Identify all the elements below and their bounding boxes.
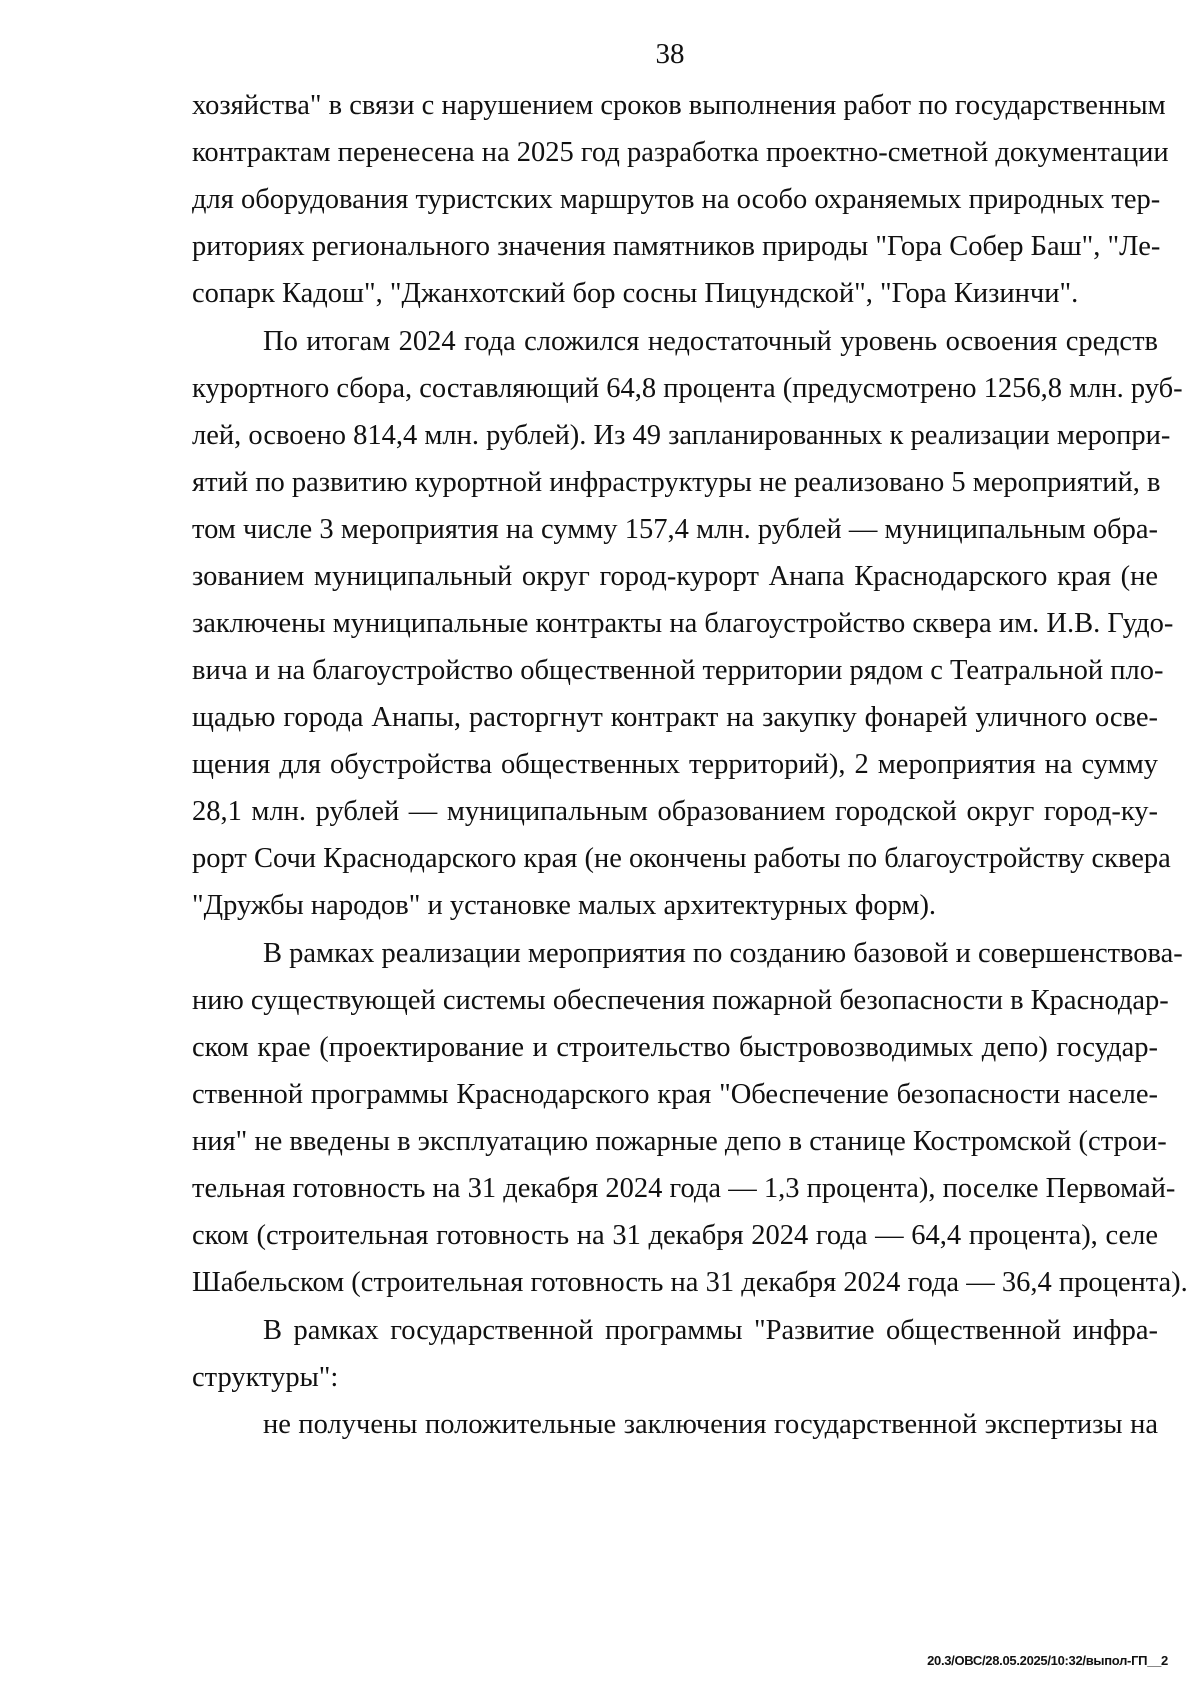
paragraph-first-line: По итогам 2024 года сложился недостаточный уровень освоения средств	[263, 326, 1158, 357]
text-line: риториях регионального значения памятников природы "Гора Собер Баш", "Ле-	[192, 231, 1161, 262]
text-line: ственной программы Краснодарского края "Обеспечение безопасности населе-	[192, 1079, 1158, 1110]
text-line: сопарк Кадош", "Джанхотский бор сосны Пицундской", "Гора Кизинчи".	[192, 278, 1079, 309]
text-line: ния" не введены в эксплуатацию пожарные депо в станице Костромской (строи-	[192, 1126, 1167, 1157]
text-line: ском (строительная готовность на 31 декабря 2024 года — 64,4 процента), селе	[192, 1220, 1158, 1251]
text-line: вича и на благоустройство общественной территории рядом с Театральной пло-	[192, 655, 1164, 686]
paragraph-first-line: В рамках государственной программы "Развитие общественной инфра-	[263, 1315, 1158, 1346]
text-line: зованием муниципальный округ город-курорт Анапа Краснодарского края (не	[192, 561, 1158, 592]
paragraph-first-line: не получены положительные заключения государственной экспертизы на	[263, 1409, 1158, 1440]
text-line: том числе 3 мероприятия на сумму 157,4 млн. рублей — муниципальным обра-	[192, 514, 1158, 545]
text-line: хозяйства" в связи с нарушением сроков выполнения работ по государственным	[192, 90, 1166, 121]
paragraph-first-line: В рамках реализации мероприятия по созданию базовой и совершенствова-	[263, 938, 1183, 969]
text-line: контрактам перенесена на 2025 год разработка проектно-сметной документации	[192, 137, 1169, 168]
text-line: курортного сбора, составляющий 64,8 процента (предусмотрено 1256,8 млн. руб-	[192, 373, 1183, 404]
text-line: тельная готовность на 31 декабря 2024 года — 1,3 процента), поселке Первомай-	[192, 1173, 1176, 1204]
text-line: щадью города Анапы, расторгнут контракт на закупку фонарей уличного осве-	[192, 702, 1158, 733]
page-number: 38	[655, 38, 685, 70]
text-line: Шабельском (строительная готовность на 31 декабря 2024 года — 36,4 процента).	[192, 1267, 1188, 1298]
text-line: ятий по развитию курортной инфраструктуры не реализовано 5 мероприятий, в	[192, 467, 1161, 498]
text-line: лей, освоено 814,4 млн. рублей). Из 49 запланированных к реализации меропри-	[192, 420, 1171, 451]
text-line: для оборудования туристских маршрутов на особо охраняемых природных тер-	[192, 184, 1161, 215]
text-line: ском крае (проектирование и строительство быстровозводимых депо) государ-	[192, 1032, 1158, 1063]
text-line: нию существующей системы обеспечения пожарной безопасности в Краснодар-	[192, 985, 1169, 1016]
text-line: "Дружбы народов" и установке малых архитектурных форм).	[192, 890, 937, 921]
document-footer-code: 20.3/ОВС/28.05.2025/10:32/выпол-ГП__2	[927, 1653, 1168, 1668]
text-line: щения для обустройства общественных территорий), 2 мероприятия на сумму	[192, 749, 1158, 780]
text-line: рорт Сочи Краснодарского края (не окончены работы по благоустройству сквера	[192, 843, 1171, 874]
text-line: 28,1 млн. рублей — муниципальным образованием городской округ город-ку-	[192, 796, 1158, 827]
text-line: заключены муниципальные контракты на благоустройство сквера им. И.В. Гудо-	[192, 608, 1174, 639]
text-line: структуры":	[192, 1362, 339, 1393]
